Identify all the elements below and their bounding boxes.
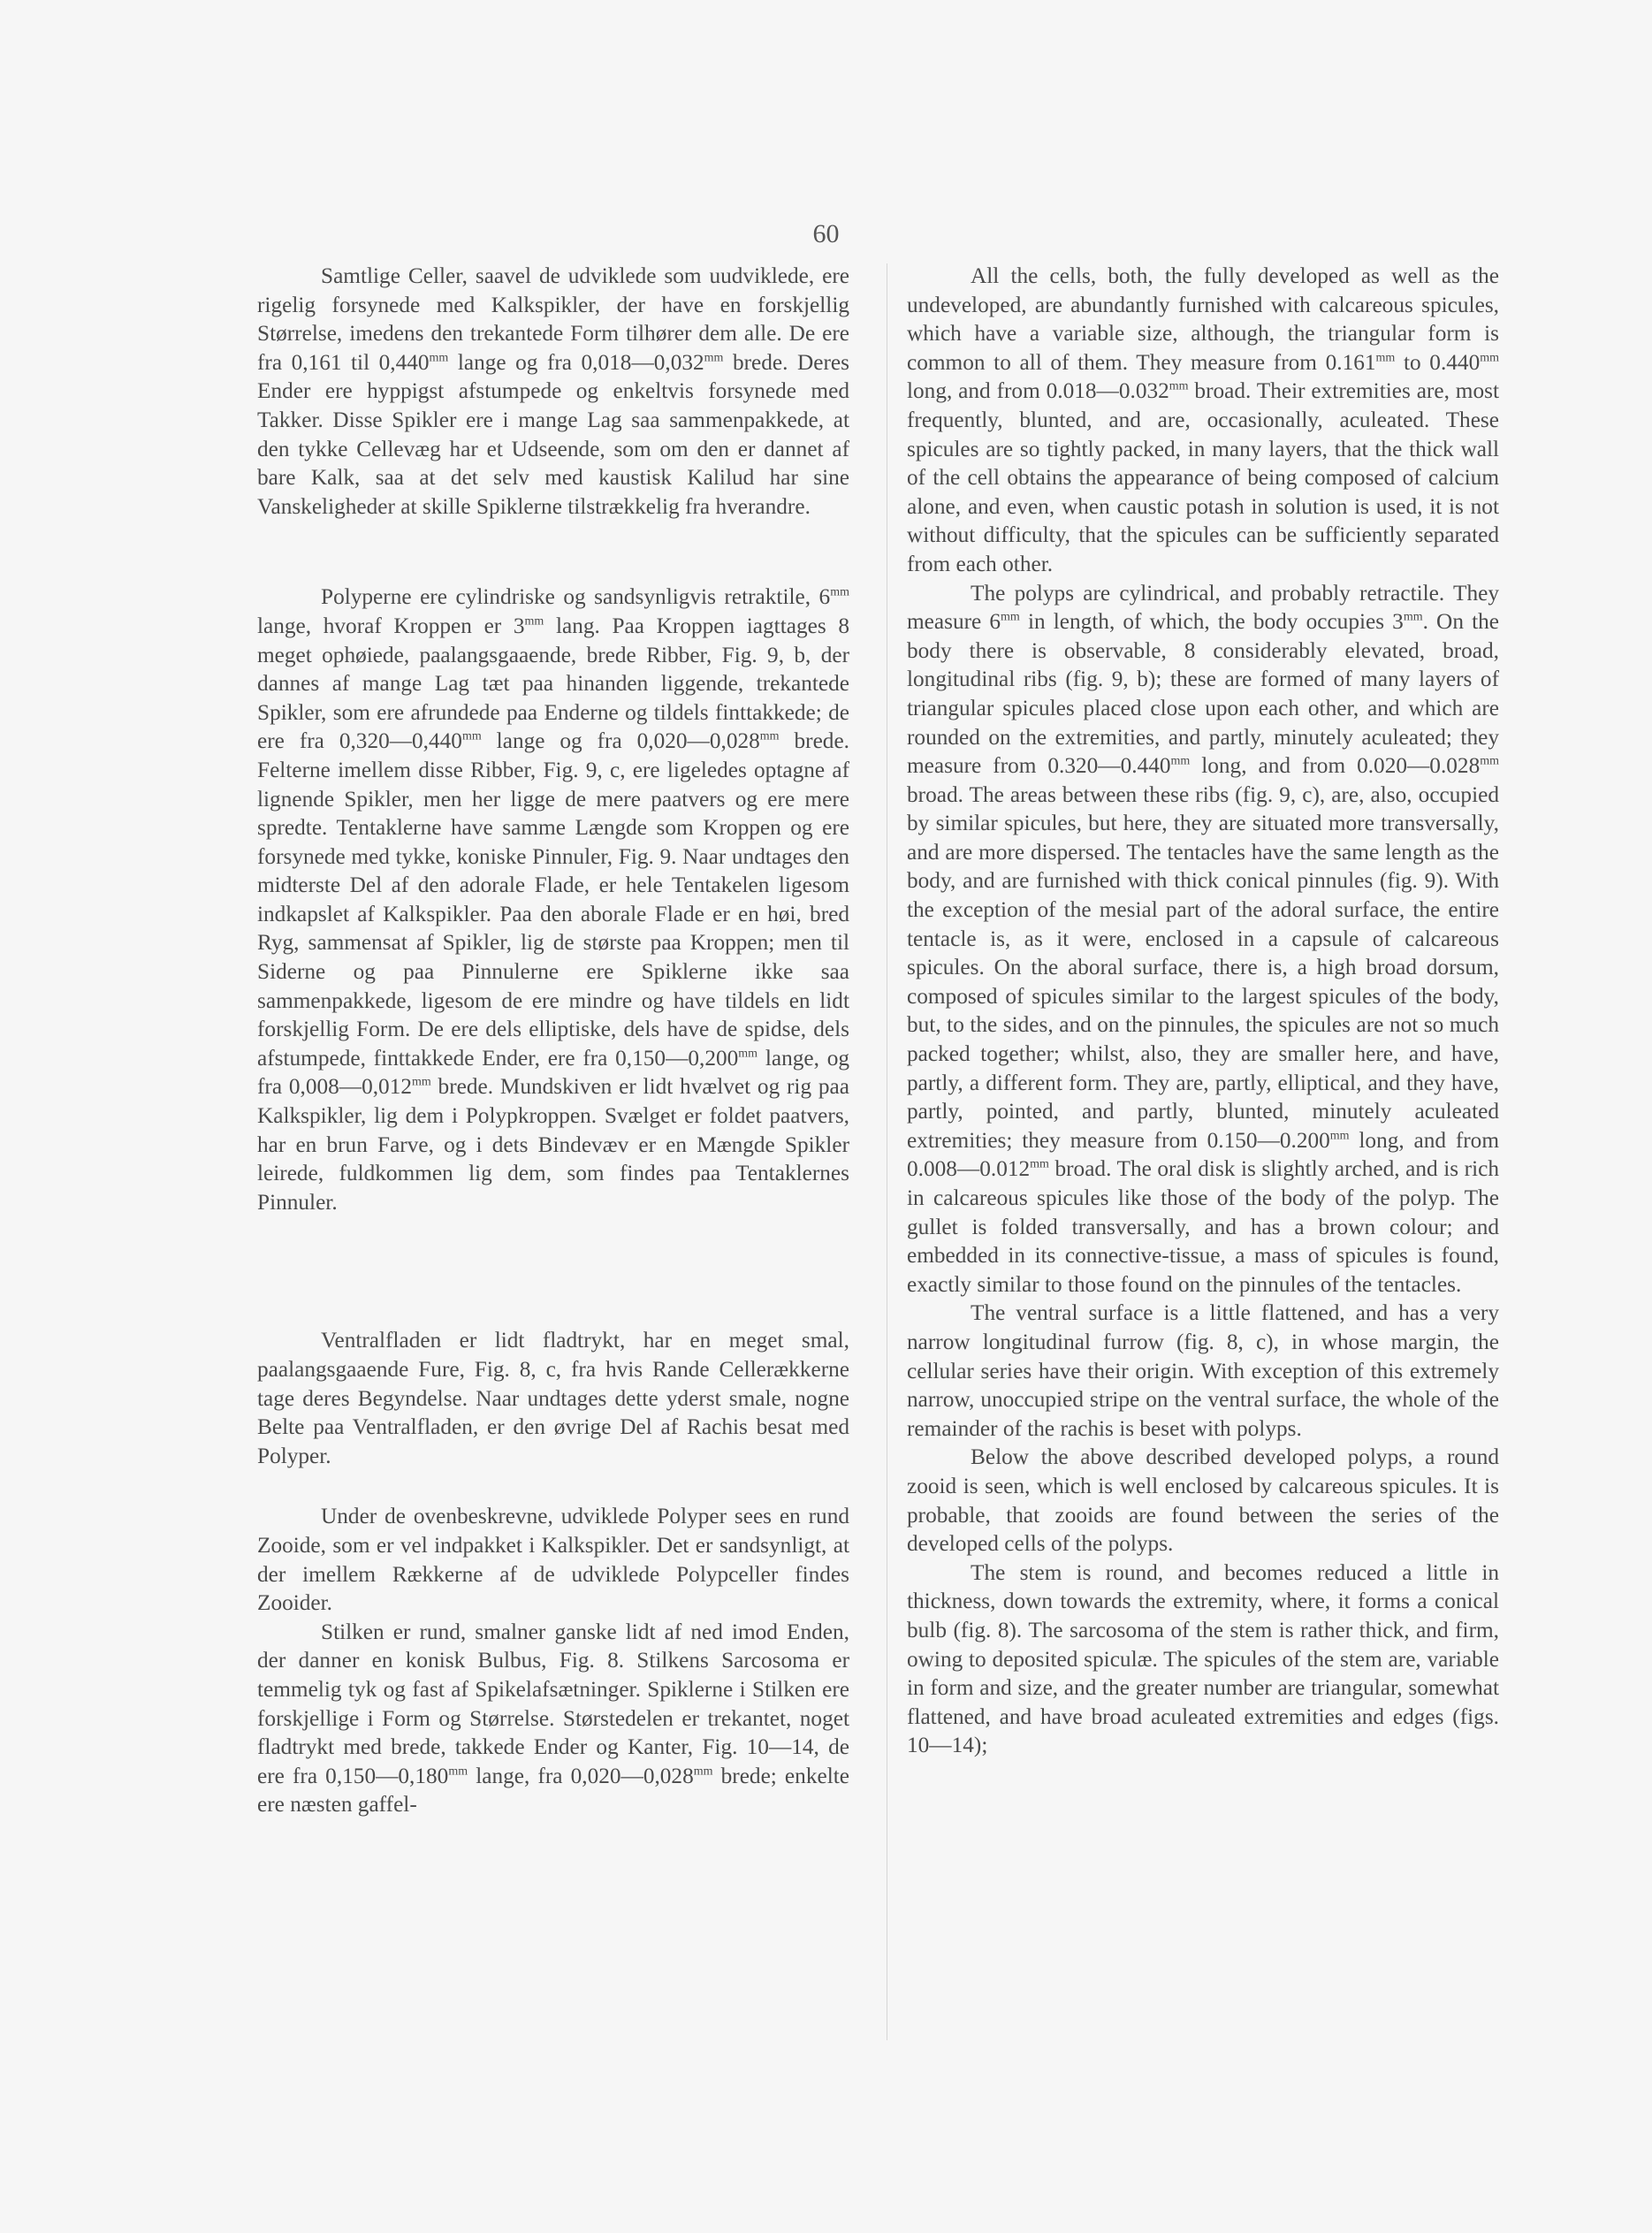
paragraph-text: long, and from 0.008—0.012	[907, 1127, 1499, 1182]
unit-superscript: mm	[1030, 1157, 1049, 1171]
paragraph	[907, 1559, 1499, 1760]
unit-superscript: mm	[1001, 610, 1020, 624]
paragraph	[257, 1326, 849, 1470]
unit-superscript: mm	[830, 585, 849, 599]
right-column-english	[907, 262, 1499, 1760]
paragraph-text: broad. Their extremities are, most frequently, blunted, and are, occasionally, aculeated. These spicules are so tightly packed, in many layers, that the thick wall of the cell obtains the appearance of being composed of calcium alone, and even, when caustic potash in solution is used, it is not without difficulty, that the spicules can be sufficiently separated from each other.	[907, 378, 1499, 576]
unit-superscript: mm	[461, 729, 482, 743]
paragraph-text: lange, og fra 0,008—0,012	[257, 1045, 849, 1100]
unit-superscript: mm	[1169, 379, 1189, 393]
unit-superscript: mm	[1480, 754, 1499, 768]
paragraph-text: brede. Deres Ender ere hyppigst afstumpede og enkeltvis forsynede med Takker. Disse Spikler ere i mange Lag saa sammenpakkede, at den tykke Cellevæg har et Udseende, som om den er dannet af bare Kalk, saa at det selv med kaustisk Kalilud har sine Vanskeligheder at skille Spiklerne tilstrækkelig fra hverandre.	[257, 349, 849, 519]
paragraph	[257, 1618, 849, 1819]
paragraph-text: brede. Mundskiven er lidt hvælvet og rig paa Kalkspikler, lig dem i Polypkroppen. Svælget er foldet paatvers, har en brun Farve, og i dets Bindevæv er en Mængde Spikler leirede, fuldkommen lig dem, som findes paa Tentaklernes Pinnuler.	[257, 1074, 849, 1215]
unit-superscript: mm	[1480, 351, 1499, 365]
paragraph-text: lang. Paa Kroppen iagttages 8 meget ophøiede, paalangsgaaende, brede Ribber, Fig. 9, b, der dannes af mange Lag tæt paa hinanden liggende, trekantede Spikler, som ere afrundede paa Enderne og tildels finttakkede; de ere fra 0,320—0,440	[257, 613, 849, 754]
paragraph-text: to 0.440	[1395, 349, 1481, 375]
paragraph-text: The stem is round, and becomes reduced a little in thickness, down towards the extremity, where, it forms a conical bulb (fig. 8). The sarcosoma of the stem is rather thick, and firm, owing to deposited spiculæ. The spicules of the stem are, variable in form and size, and the greater number are triangular, somewhat flattened, and have broad aculeated extremities and edges (figs. 10—14);	[907, 1559, 1499, 1758]
paragraph-text: long, and from 0.018—0.032	[907, 378, 1169, 404]
unit-superscript: mm	[1170, 754, 1191, 768]
unit-superscript: mm	[1329, 1129, 1350, 1143]
unit-superscript: mm	[1403, 610, 1423, 624]
paragraph	[907, 1299, 1499, 1443]
paragraph-text: broad. The areas between these ribs (fig. 9, c), are, also, occupied by similar spicules, but here, they are situated more transversally, and are more dispersed. The tentacles have the same length as the body, and are furnished with thick conical pinnules (fig. 9). With the exception of the mesial part of the adoral surface, the entire tentacle is, as it were, enclosed in a capsule of calcareous spicules. On the aboral surface, there is, a high broad dorsum, composed of spicules similar to the largest spicules of the body, but, to the sides, and on the pinnules, the spicules are not so much packed together; whilst, also, they are smaller here, and have, partly, a different form. They are, partly, elliptical, and they have, partly, pointed, and partly, blunted, minutely aculeated extremities; they measure from 0.150—0.200	[907, 781, 1499, 1153]
unit-superscript: mm	[429, 351, 449, 365]
left-column-danish	[257, 262, 849, 1819]
paragraph	[907, 1443, 1499, 1558]
paragraph	[907, 579, 1499, 1299]
unit-superscript: mm	[759, 729, 780, 743]
unit-superscript: mm	[1375, 351, 1396, 365]
paragraph-text: All the cells, both, the fully developed as well as the undeveloped, are abundantly furnished with calcareous spicules, which have a variable size, although, the triangular form is common to all of them. They measure from 0.161	[907, 263, 1499, 375]
paragraph-text: Under de ovenbeskrevne, udviklede Polyper sees en rund Zooide, som er vel indpakket i Kalkspikler. Det er sandsynligt, at der imellem Rækkerne af de udviklede Polypceller findes Zooider.	[257, 1504, 849, 1616]
paragraph-text: lange og fra 0,018—0,032	[448, 349, 704, 375]
paragraph	[257, 1502, 849, 1617]
paragraph-text: The polyps are cylindrical, and probably retractile. They measure 6	[907, 580, 1499, 635]
paragraph-text: . On the body there is observable, 8 considerably elevated, broad, longitudinal ribs (fig. 9, b); these are formed of many layers of triangular spicules placed close upon each other, and which are rounded on the extremities, and partly, minutely aculeated; they measure from 0.320—0.440	[907, 609, 1499, 779]
page-number: 60	[812, 219, 840, 248]
paragraph-text: in length, of which, the body occupies 3	[1019, 609, 1404, 635]
paragraph-text: lange, fra 0,020—0,028	[468, 1763, 694, 1788]
paragraph-text: Stilken er rund, smalner ganske lidt af ned imod Enden, der danner en konisk Bulbus, Fig. 8. Stilkens Sarcosoma er temmelig tyk og fast af Spikelafsætninger. Spiklerne i Stilken ere forskjellige i Form og Størrelse. Størstedelen er trekantet, noget fladtrykt med brede, takkede Ender og Kanter, Fig. 10—14, de ere fra 0,150—0,180	[257, 1619, 849, 1788]
unit-superscript: mm	[704, 351, 724, 365]
paragraph-text: The ventral surface is a little flattened, and has a very narrow longitudinal furrow (fig. 8, c), in whose margin, the cellular series have their origin. With exception of this extremely narrow, unoccupied stripe on the ventral surface, the whole of the remainder of the rachis is beset with polyps.	[907, 1300, 1499, 1441]
paragraph-text: Samtlige Celler, saavel de udviklede som uudviklede, ere rigelig forsynede med Kalkspikler, der have en forskjellig Størrelse, imedens den trekantede Form tilhører dem alle. De ere fra 0,161 til 0,440	[257, 263, 849, 375]
paragraph-text: lange og fra 0,020—0,028	[481, 728, 760, 754]
paragraph-text: broad. The oral disk is slightly arched, and is rich in calcareous spicules like those of the body of the polyp. The gullet is folded transversally, and has a brown colour; and embedded in its connective-tissue, a mass of spicules is found, exactly similar to those found on the pinnules of the tentacles.	[907, 1156, 1499, 1297]
paragraph-text: Polyperne ere cylindriske og sandsynligvis retraktile, 6	[321, 584, 831, 610]
paragraph-text: Below the above described developed polyps, a round zooid is seen, which is well enclosed by calcareous spicules. It is probable, that zooids are found between the series of the developed cells of the polyps.	[907, 1444, 1499, 1557]
paragraph-text: brede. Felterne imellem disse Ribber, Fig. 9, c, ere ligeledes optagne af lignende Spikler, men her ligge de mere paatvers og ere mere spredte. Tentaklerne have samme Længde som Kroppen og ere forsynede med tykke, koniske Pinnuler, Fig. 9. Naar undtages den midterste Del af den adorale Flade, er hele Tentakelen ligesom indkapslet af Kalkspikler. Paa den aborale Flade er en høi, bred Ryg, sammensat af Spikler, lig de største paa Kroppen; men til Siderne og paa Pinnulerne ere Spiklerne ikke saa sammenpakkede, ligesom de ere mindre og have tildels en lidt forskjellig Form. De ere dels elliptiske, dels have de spidse, dels afstumpede, finttakkede Ender, ere fra 0,150—0,200	[257, 728, 849, 1071]
unit-superscript: mm	[448, 1764, 468, 1779]
paragraph	[257, 583, 849, 1216]
paragraph-text: brede; enkelte ere næsten gaffel-	[257, 1763, 849, 1818]
paragraph	[257, 262, 849, 521]
unit-superscript: mm	[738, 1047, 758, 1061]
unit-superscript: mm	[412, 1076, 431, 1090]
paragraph-text: lange, hvoraf Kroppen er 3	[257, 613, 525, 638]
unit-superscript: mm	[524, 614, 544, 629]
paragraph-text: long, and from 0.020—0.028	[1190, 753, 1481, 779]
paragraph	[907, 262, 1499, 579]
unit-superscript: mm	[693, 1764, 713, 1779]
paragraph-text: Ventralfladen er lidt fladtrykt, har en meget smal, paalangsgaaende Fure, Fig. 8, c, fra hvis Rande Cellerækkerne tage deres Begyndelse. Naar undtages dette yderst smale, nogne Belte paa Ventralfladen, er den øvrige Del af Rachis besat med Polyper.	[257, 1328, 849, 1468]
